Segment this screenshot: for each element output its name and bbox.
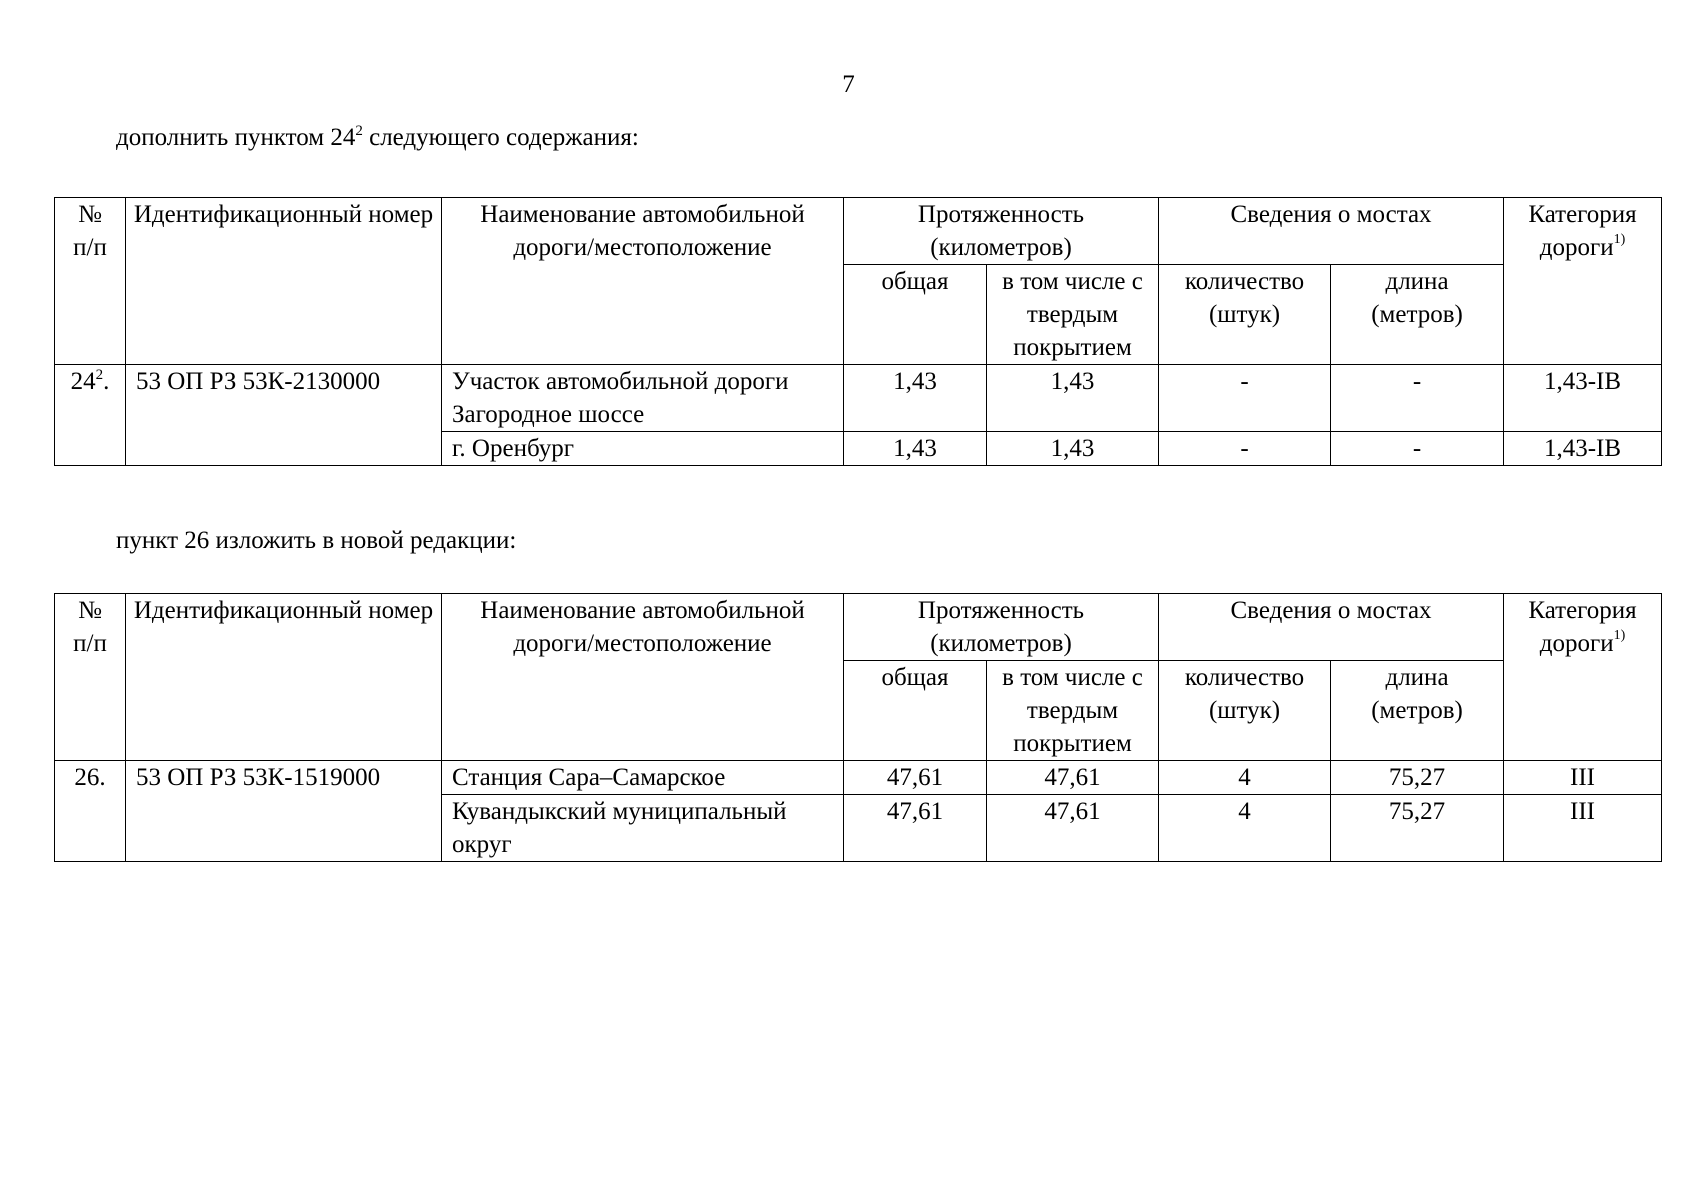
header-length-paved: в том числе с твердым покрытием xyxy=(987,265,1159,365)
row-length-paved: 47,61 xyxy=(987,761,1159,795)
header-category-label: Категория дороги xyxy=(1528,597,1637,657)
header-bridges-group: Сведения о мостах xyxy=(1159,198,1504,265)
header-bridges-count: количество (штук) xyxy=(1159,265,1331,365)
page-number: 7 xyxy=(842,71,855,98)
roads-table-2 xyxy=(54,593,1662,862)
row-bridges-length: - xyxy=(1331,365,1504,432)
section1-intro-text: дополнить пунктом 24 xyxy=(116,124,356,151)
row-length-total: 47,61 xyxy=(844,761,987,795)
header-num-abbr: п/п xyxy=(73,234,107,261)
header-length-group: Протяженность (километров) xyxy=(844,198,1159,265)
header-bridges-length: длина (метров) xyxy=(1331,661,1504,761)
header-length-group: Протяженность (километров) xyxy=(844,594,1159,661)
header-bridges-count: количество (штук) xyxy=(1159,661,1331,761)
row-number: 26. xyxy=(55,761,126,862)
header-length-total: общая xyxy=(844,661,987,761)
header-num-symbol: № xyxy=(78,201,102,228)
row-bridges-count: 4 xyxy=(1159,795,1331,862)
section1-intro-tail: следующего содержания: xyxy=(362,124,639,151)
roads-table-1 xyxy=(54,197,1662,466)
header-id: Идентификационный номер xyxy=(126,198,442,365)
header-name: Наименование автомобильной дороги/местоположение xyxy=(442,594,844,761)
row-number-tail: . xyxy=(103,368,110,395)
row-length-total: 47,61 xyxy=(844,795,987,862)
row-length-paved: 47,61 xyxy=(987,795,1159,862)
table-header-row xyxy=(55,594,1662,661)
header-num-abbr: п/п xyxy=(73,630,107,657)
row-number-superscript: 2 xyxy=(95,367,104,383)
row-id: 53 ОП РЗ 53К-2130000 xyxy=(126,365,442,466)
row-length-paved: 1,43 xyxy=(987,365,1159,432)
header-id: Идентификационный номер xyxy=(126,594,442,761)
row-number-main: 24 xyxy=(70,368,96,395)
header-category xyxy=(1504,198,1662,365)
row-length-total: 1,43 xyxy=(844,365,987,432)
row-location: Кувандыкский муниципальный округ xyxy=(442,795,844,862)
section1-intro-superscript: 2 xyxy=(355,123,363,139)
header-num-symbol: № xyxy=(78,597,102,624)
row-category: III xyxy=(1504,761,1662,795)
section2-intro: пункт 26 изложить в новой редакции: xyxy=(116,527,517,554)
table-row xyxy=(55,365,1662,432)
row-road-name: Участок автомобильной дороги Загородное шоссе xyxy=(442,365,844,432)
row-length-total: 1,43 xyxy=(844,432,987,466)
row-id: 53 ОП РЗ 53К-1519000 xyxy=(126,761,442,862)
row-bridges-count: - xyxy=(1159,432,1331,466)
header-category-footnote: 1) xyxy=(1613,232,1626,247)
header-name: Наименование автомобильной дороги/местоположение xyxy=(442,198,844,365)
row-category: III xyxy=(1504,795,1662,862)
header-length-paved: в том числе с твердым покрытием xyxy=(987,661,1159,761)
header-num xyxy=(55,594,126,761)
row-bridges-length: 75,27 xyxy=(1331,795,1504,862)
table-header-row xyxy=(55,198,1662,265)
row-bridges-length: 75,27 xyxy=(1331,761,1504,795)
row-bridges-count: - xyxy=(1159,365,1331,432)
header-category xyxy=(1504,594,1662,761)
header-num xyxy=(55,198,126,365)
row-length-paved: 1,43 xyxy=(987,432,1159,466)
header-length-total: общая xyxy=(844,265,987,365)
header-category-label: Категория дороги xyxy=(1528,201,1637,261)
row-bridges-length: - xyxy=(1331,432,1504,466)
header-category-footnote: 1) xyxy=(1613,628,1626,643)
header-bridges-length: длина (метров) xyxy=(1331,265,1504,365)
section1-intro xyxy=(116,123,639,153)
row-category: 1,43-IВ xyxy=(1504,365,1662,432)
header-bridges-group: Сведения о мостах xyxy=(1159,594,1504,661)
table-row xyxy=(55,761,1662,795)
row-number xyxy=(55,365,126,466)
row-bridges-count: 4 xyxy=(1159,761,1331,795)
row-road-name: Станция Сара–Самарское xyxy=(442,761,844,795)
row-location: г. Оренбург xyxy=(442,432,844,466)
row-category: 1,43-IВ xyxy=(1504,432,1662,466)
